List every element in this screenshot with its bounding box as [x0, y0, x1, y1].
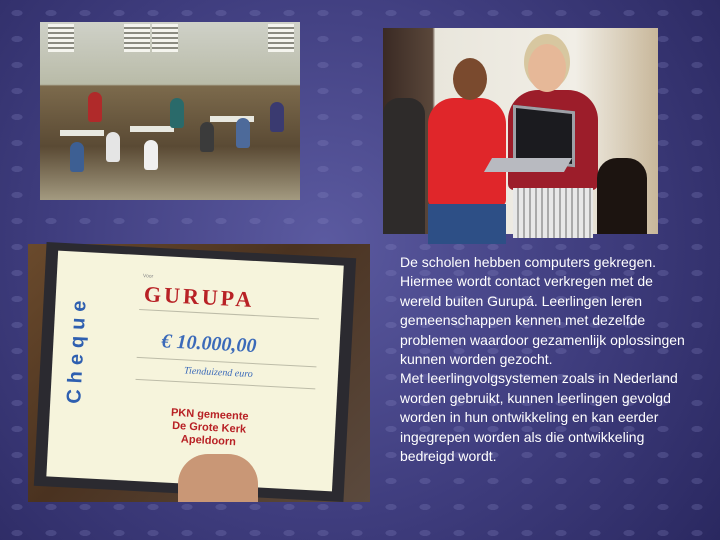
cheque-line: [137, 357, 317, 367]
cheque-payer-line: De Grote Kerk: [171, 419, 247, 436]
cheque-photo: [28, 244, 370, 502]
pupil: [88, 92, 102, 122]
desk: [60, 130, 104, 136]
window: [152, 24, 178, 52]
woman-head: [528, 44, 566, 92]
cheque-amount: € 10.000,00: [160, 330, 258, 358]
cheque-payer: [158, 406, 260, 450]
pupil: [106, 132, 120, 162]
background-person: [383, 98, 425, 234]
pupil: [236, 118, 250, 148]
man-red-shirt: [428, 98, 506, 206]
cheque-title: GURUPA: [143, 281, 255, 312]
seated-woman: [597, 158, 647, 234]
laptop-handover-photo: [383, 28, 658, 234]
pupil: [200, 122, 214, 152]
cheque-payer-line: Apeldoorn: [180, 433, 237, 449]
pupil: [70, 142, 84, 172]
classroom-photo: [40, 22, 300, 200]
man-head: [453, 58, 487, 100]
pupil: [270, 102, 284, 132]
cheque-side-label: [63, 260, 112, 447]
window: [268, 24, 294, 52]
slide-body-text: [400, 253, 690, 466]
window: [48, 24, 74, 52]
cheque-side-word: Cheque: [63, 293, 91, 405]
laptop-base: [484, 158, 572, 172]
desk: [130, 126, 174, 132]
cheque-payer-line: PKN gemeente: [170, 406, 249, 423]
man-trousers: [428, 204, 506, 244]
hand: [178, 454, 258, 502]
pupil: [144, 140, 158, 170]
cheque-side-text: [63, 260, 111, 441]
cheque-amount-words: Tienduizend euro: [183, 365, 254, 381]
pupil: [170, 98, 184, 128]
window: [124, 24, 150, 52]
cheque-field-label: Voor: [142, 273, 154, 280]
paragraph-computers: De scholen hebben computers gekregen. Hiermee wordt contact verkregen met de wereld buiten Gurupá. Leerlingen leren gemeenschappen kennen met dezelfde problemen waardoor gezamenlijk oplossingen kunnen worden gezocht.: [400, 254, 685, 368]
paragraph-monitoring: Met leerlingvolgsystemen zoals in Nederland worden gebruikt, kunnen leerlingen gevolgd worden in hun ontwikkeling en kan eerder ingegrepen worden als die ontwikkeling bedreigd wordt.: [400, 370, 678, 465]
cheque-line: [136, 379, 316, 389]
woman-skirt: [513, 188, 593, 238]
cheque-card: [46, 251, 343, 492]
